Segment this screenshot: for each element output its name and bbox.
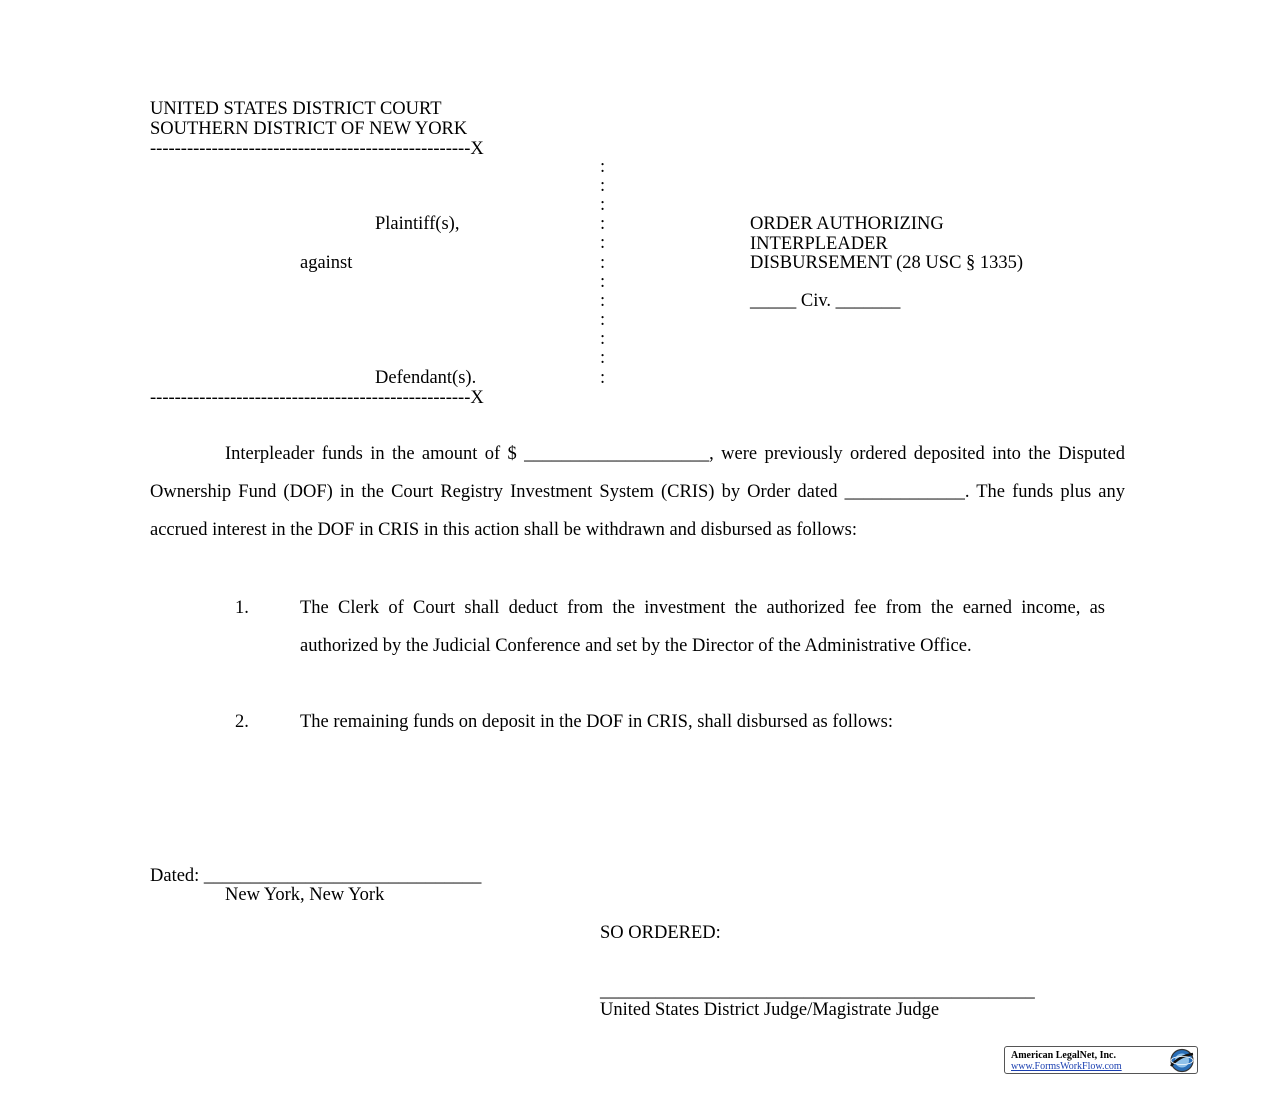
district-name: SOUTHERN DISTRICT OF NEW YORK [150, 119, 468, 139]
item-text: The remaining funds on deposit in the DOF in CRIS, shall disbursed as follows: [300, 712, 893, 732]
colon: : [600, 368, 606, 388]
item-text: The Clerk of Court shall deduct from the investment the authorized fee from the earned income, as authorized by the Judicial Conference and set by the Director of the Administrative Office. [300, 598, 1105, 656]
item-number: 2. [235, 712, 249, 732]
colon: : [600, 291, 606, 311]
dated-line: Dated: ______________________________ [150, 866, 482, 886]
judge-signature-line: _______________________________________________ [600, 981, 1035, 1001]
colon: : [600, 253, 606, 273]
court-name: UNITED STATES DISTRICT COURT [150, 99, 442, 119]
colon: : [600, 310, 606, 330]
globe-logo-icon [1165, 1048, 1195, 1073]
so-ordered-label: SO ORDERED: [600, 923, 721, 943]
badge-url-link[interactable]: www.FormsWorkFlow.com [1011, 1061, 1122, 1072]
plaintiffs-label: Plaintiff(s), [375, 214, 460, 234]
colon: : [600, 176, 606, 196]
colon: : [600, 195, 606, 215]
body-paragraph: Interpleader funds in the amount of $ ____________________, were previously ordered deposited into the Disputed Ownership Fund (DOF) in the Court Registry Investment System (CRIS) by Order dated _____________. The funds plus any accrued interest in the DOF in CRIS in this action shall be withdrawn and disbursed as follows: [150, 444, 1125, 540]
order-title-line1: ORDER AUTHORIZING [750, 214, 944, 234]
caption-rule-top: ----------------------------------------------------X [150, 139, 484, 159]
civil-case-number: _____ Civ. _______ [750, 291, 901, 311]
caption-rule-bottom: ----------------------------------------------------X [150, 388, 484, 408]
against-label: against [300, 253, 353, 273]
badge-company: American LegalNet, Inc. [1011, 1050, 1116, 1061]
colon: : [600, 214, 606, 234]
order-title-line2: INTERPLEADER [750, 234, 888, 254]
judge-title: United States District Judge/Magistrate Judge [600, 1000, 940, 1020]
defendants-label: Defendant(s). [375, 368, 477, 388]
dated-location: New York, New York [225, 885, 385, 905]
colon: : [600, 348, 606, 368]
colon: : [600, 157, 606, 177]
colon: : [600, 233, 606, 253]
forms-workflow-badge[interactable] [1004, 1046, 1198, 1074]
colon: : [600, 272, 606, 292]
item-number: 1. [235, 598, 249, 618]
order-title-line3: DISBURSEMENT (28 USC § 1335) [750, 253, 1024, 273]
colon: : [600, 329, 606, 349]
